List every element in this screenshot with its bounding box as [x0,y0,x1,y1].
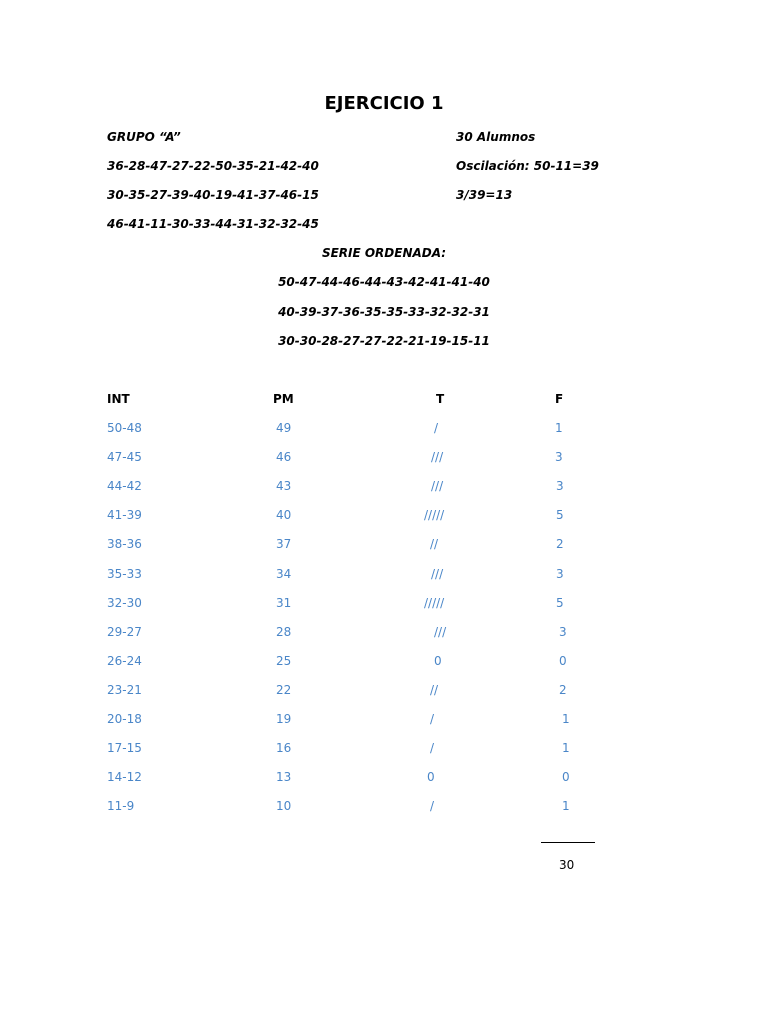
pm-cell: 19 [276,712,292,726]
tally-cell: // [430,537,439,552]
data-line-2: 30-35-27-39-40-19-41-37-46-15 [107,188,319,202]
frequency-cell: 3 [555,450,563,465]
tally-cell: /// [434,624,447,639]
frequency-cell: 0 [559,653,567,668]
tally-cell: 0 [427,770,435,785]
header-t: T [436,392,445,406]
pm-cell: 25 [276,653,292,668]
frequency-cell: 0 [562,770,570,785]
int-cell: 14-12 [107,770,142,785]
pm-cell: 28 [276,624,292,639]
int-cell: 35-33 [107,566,142,581]
tally-cell: /// [431,479,444,494]
pm-cell: 37 [276,537,292,552]
frequency-cell: 1 [562,712,570,726]
pm-cell: 49 [276,421,292,435]
frequency-cell: 1 [562,741,570,756]
pm-cell: 16 [276,741,292,756]
pm-cell: 43 [276,479,292,494]
int-cell: 20-18 [107,712,142,726]
alumnos-count: 30 Alumnos [456,130,536,144]
header-f: F [555,392,564,406]
int-cell: 32-30 [107,595,142,610]
frequency-cell: 1 [555,421,563,435]
pm-cell: 10 [276,799,292,814]
pm-cell: 46 [276,450,292,465]
tally-cell: // [430,682,439,697]
page-title: EJERCICIO 1 [324,93,444,114]
pm-cell: 22 [276,682,292,697]
int-cell: 47-45 [107,450,142,465]
int-cell: 11-9 [107,799,135,814]
tally-cell: /// [431,450,444,465]
int-cell: 41-39 [107,508,142,523]
int-cell: 17-15 [107,741,142,756]
frequency-cell: 1 [562,799,570,814]
oscilacion-text: Oscilación: 50-11=39 [456,159,599,173]
header-int: INT [107,392,130,406]
int-cell: 29-27 [107,624,142,639]
serie-line-2: 40-39-37-36-35-35-33-32-32-31 [278,305,490,319]
tally-cell: ///// [424,508,445,523]
tally-cell: /// [431,566,444,581]
int-cell: 50-48 [107,421,142,435]
data-line-3: 46-41-11-30-33-44-31-32-32-45 [107,217,319,231]
serie-line-1: 50-47-44-46-44-43-42-41-41-40 [278,275,490,289]
frequency-cell: 3 [556,566,564,581]
int-cell: 44-42 [107,479,142,494]
data-line-1: 36-28-47-27-22-50-35-21-42-40 [107,159,319,173]
tally-cell: / [430,799,435,814]
total-value: 30 [559,858,575,872]
pm-cell: 31 [276,595,292,610]
int-cell: 26-24 [107,653,142,668]
frequency-cell: 3 [556,479,564,494]
division-text: 3/39=13 [456,188,513,202]
serie-heading: SERIE ORDENADA: [321,246,447,260]
tally-cell: / [430,712,435,726]
int-cell: 23-21 [107,682,142,697]
header-pm: PM [273,392,294,406]
pm-cell: 40 [276,508,292,523]
frequency-cell: 5 [556,508,564,523]
tally-cell: 0 [434,653,442,668]
frequency-cell: 2 [559,682,567,697]
pm-cell: 34 [276,566,292,581]
frequency-cell: 3 [559,624,567,639]
tally-cell: / [434,421,439,435]
total-rule [541,842,595,843]
group-label: GRUPO “A” [107,130,181,144]
frequency-cell: 5 [556,595,564,610]
pm-cell: 13 [276,770,292,785]
int-cell: 38-36 [107,537,142,552]
serie-line-3: 30-30-28-27-27-22-21-19-15-11 [278,334,490,348]
tally-cell: / [430,741,435,756]
frequency-cell: 2 [556,537,564,552]
tally-cell: ///// [424,595,445,610]
